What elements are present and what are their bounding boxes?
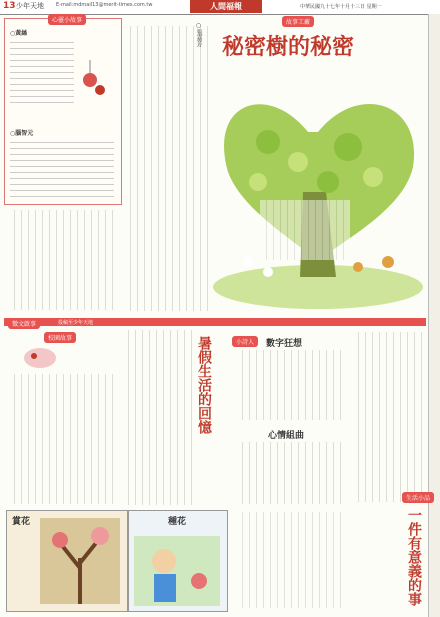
poem2-title: 心情組曲: [268, 431, 305, 441]
story1-illustration: [78, 58, 108, 98]
right-margin-strip: [428, 14, 440, 617]
feature-tag: 故事工廠: [282, 16, 314, 27]
school-story-title: 暑假生活的回憶: [196, 336, 212, 434]
banner-text: 投稿至少年天地: [58, 320, 94, 326]
bottom-center-text: [236, 512, 346, 608]
story2-title: ○腦智元: [10, 130, 34, 137]
banner-tag: 徵文啟事: [8, 318, 40, 329]
tree-painting: [40, 518, 120, 604]
life-story-tag: 生活小品: [402, 492, 434, 503]
story2-text: [10, 137, 114, 197]
newspaper-logo: 人間福報: [190, 0, 262, 13]
summer-illustration: [22, 344, 58, 370]
art1-tag: 賞花: [12, 517, 31, 527]
school-story-text-2: [122, 330, 192, 505]
sidebar-tag: 心靈小故事: [48, 14, 86, 25]
feature-author: ○張嘉芳: [195, 22, 202, 47]
story-text-columns-right: [260, 200, 350, 260]
page-number: 13: [3, 1, 16, 11]
lantern-icon: [78, 58, 108, 98]
story-text-columns-bottom-left: [8, 210, 116, 310]
story1-text: [10, 37, 74, 105]
heart-tree-illustration: [208, 62, 426, 312]
poetry-tag: 小詩人: [232, 336, 258, 347]
poem1-text: [236, 350, 346, 420]
poem1-title: 數字狂想: [266, 339, 303, 349]
poem2-text: [236, 442, 346, 504]
email-link[interactable]: E-mail:mdmail13@merit-times.com.tw: [56, 2, 153, 8]
feature-title: 秘密樹的秘密: [222, 34, 355, 60]
school-story-tag: 校園故事: [44, 332, 76, 343]
story-text-columns-left: [124, 26, 214, 311]
gardening-painting: [134, 536, 220, 606]
art2-title: 種花: [168, 517, 187, 527]
life-story-title: 一件有意義的事: [406, 508, 422, 606]
story1-title: ○黃絲: [10, 30, 28, 37]
life-story-text: [352, 332, 422, 502]
column-name: 少年天地: [16, 2, 44, 10]
publication-date: 中華民國九十七年十月十三日 星期一: [300, 4, 382, 10]
school-story-text: [8, 374, 118, 504]
